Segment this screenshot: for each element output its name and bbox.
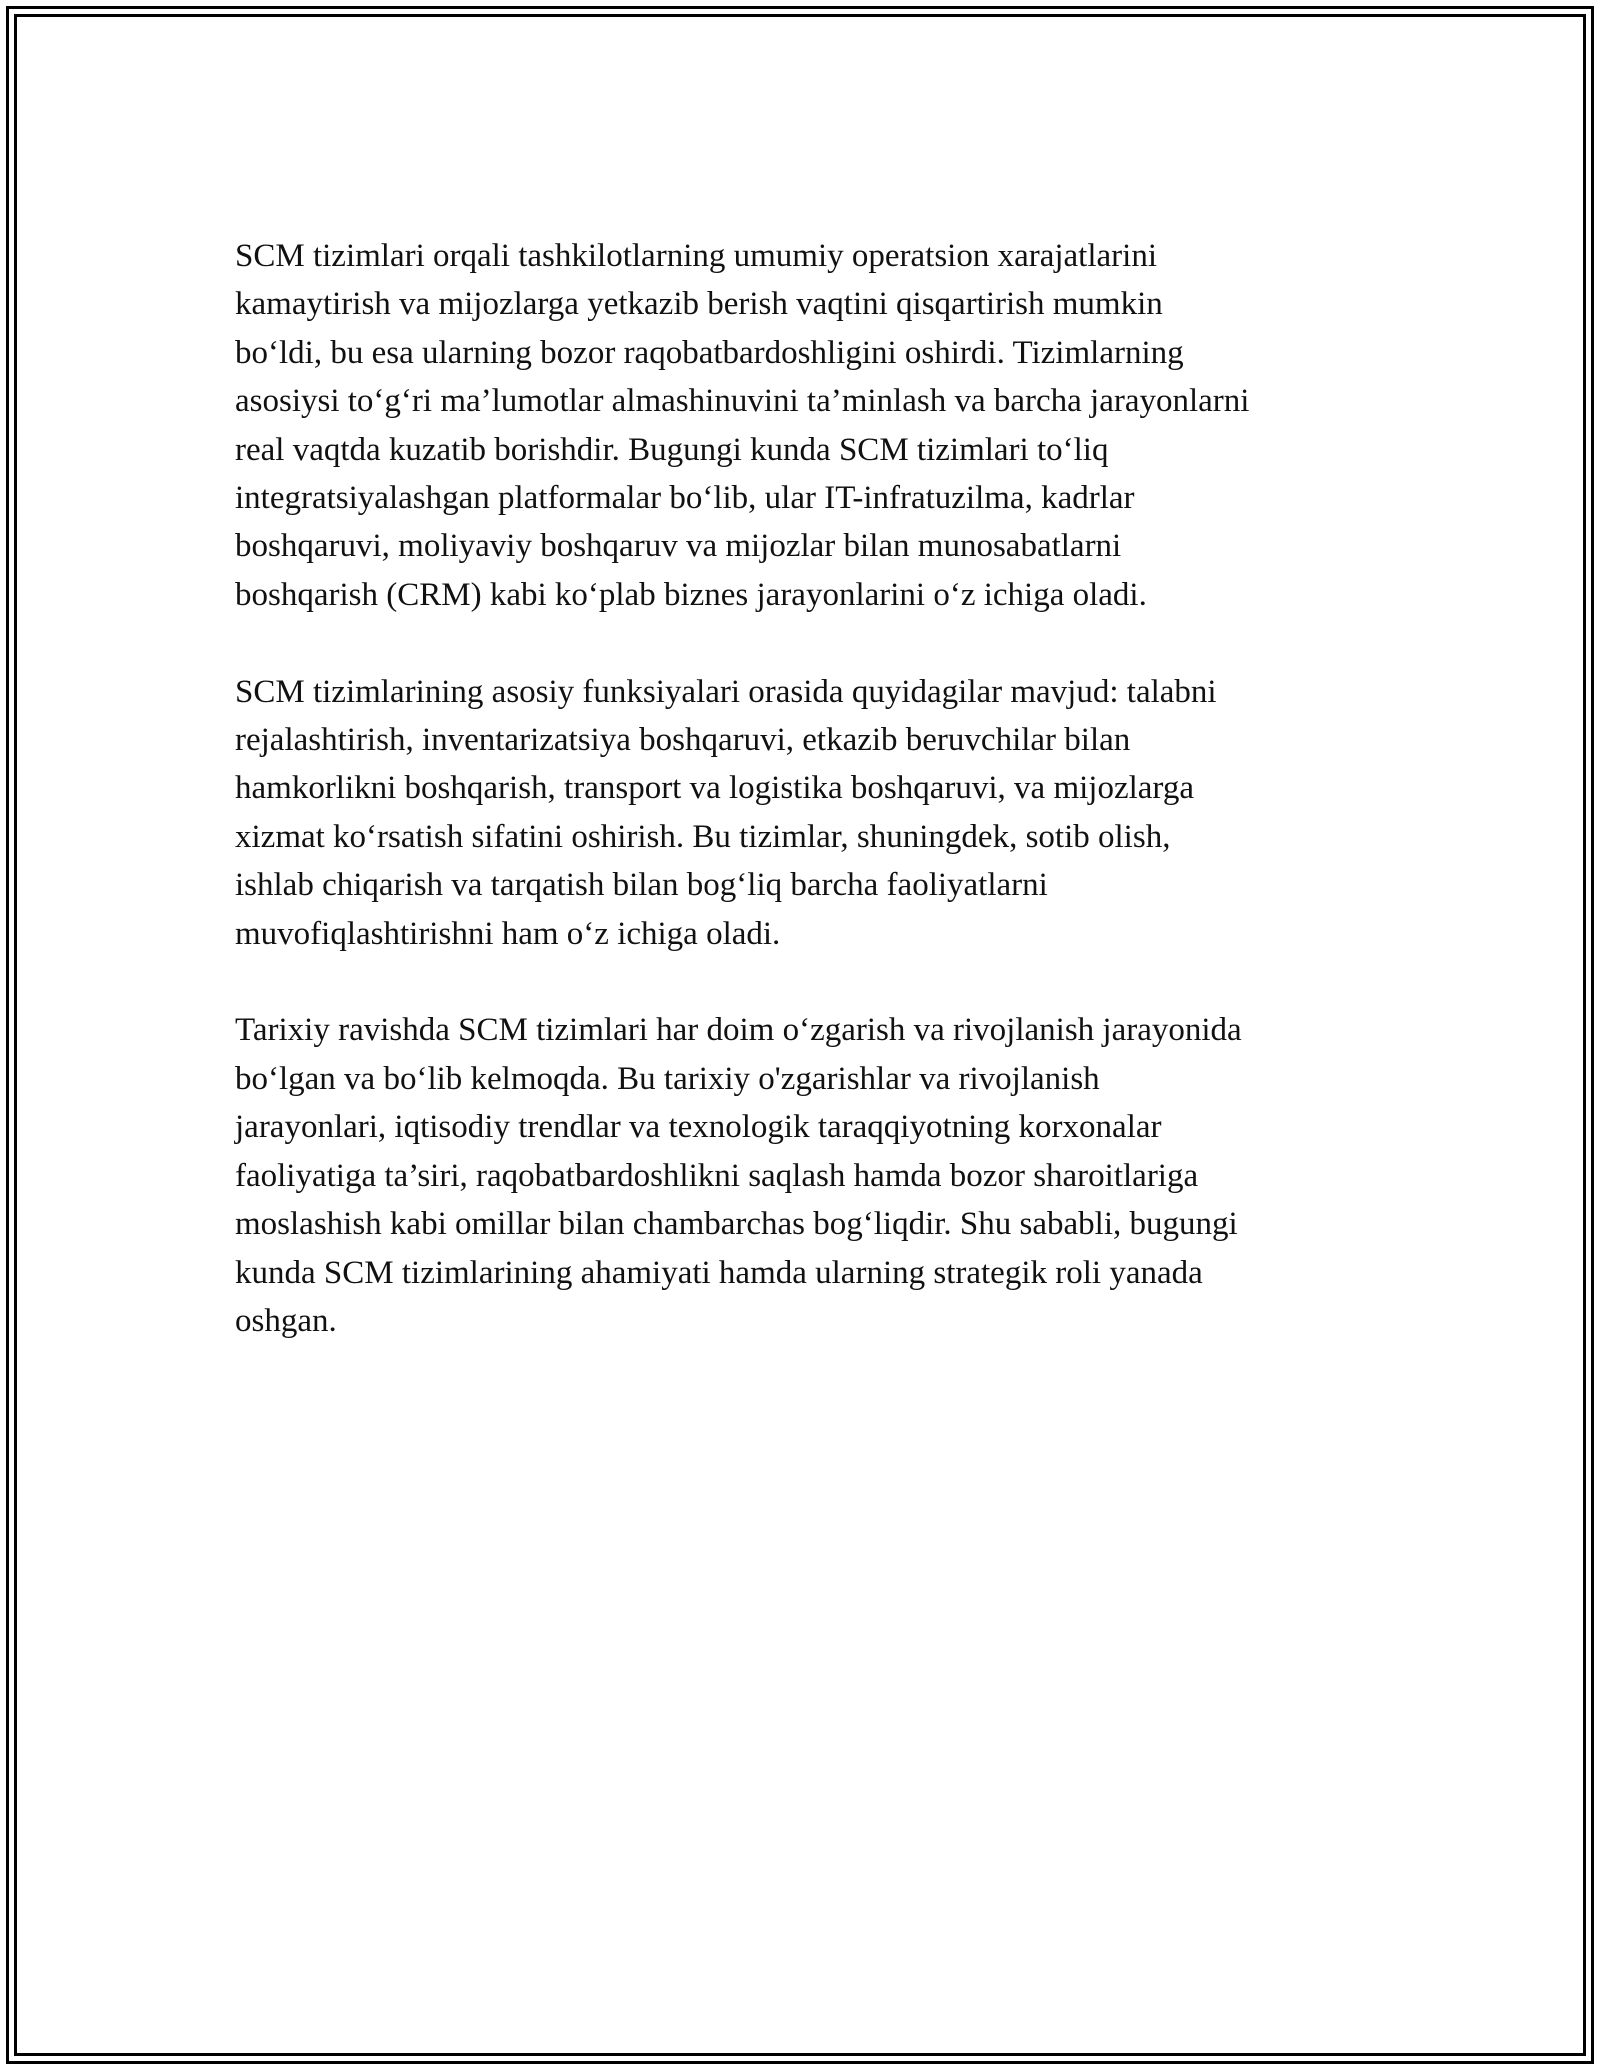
- paragraph-line: oshgan.: [235, 1302, 337, 1339]
- paragraph-line: Tarixiy ravishda SCM tizimlari har doim o‘zgarish va rivojlanish jarayonida: [235, 1012, 1242, 1049]
- paragraph-line: faoliyatiga ta’siri, raqobatbardoshlikni saqlash hamda bozor sharoitlariga: [235, 1157, 1199, 1194]
- paragraph-line: SCM tizimlari orqali tashkilotlarning umumiy operatsion xarajatlarini: [235, 238, 1157, 274]
- paragraph-line: boshqaruvi, moliyaviy boshqaruv va mijozlar bilan munosabatlarni: [235, 528, 1122, 565]
- paragraph-line: bo‘lgan va bo‘lib kelmoqda. Bu tarixiy o'zgarishlar va rivojlanish: [235, 1060, 1100, 1097]
- paragraph-line: moslashish kabi omillar bilan chambarchas bog‘liqdir. Shu sababli, bugungi: [235, 1206, 1238, 1243]
- paragraph-line: ishlab chiqarish va tarqatish bilan bog‘liq barcha faoliyatlarni: [235, 867, 1048, 904]
- paragraph-line: SCM tizimlarining asosiy funksiyalari orasida quyidagilar mavjud: talabni: [235, 673, 1217, 710]
- paragraph-line: real vaqtda kuzatib borishdir. Bugungi kunda SCM tizimlari to‘liq: [235, 431, 1109, 468]
- paragraph-line: kamaytirish va mijozlarga yetkazib berish vaqtini qisqartirish mumkin: [235, 286, 1163, 323]
- paragraph-line: rejalashtirish, inventarizatsiya boshqaruvi, etkazib beruvchilar bilan: [235, 722, 1131, 759]
- paragraph-1: [235, 232, 1375, 619]
- paragraph-line: muvofiqlashtirishni ham o‘z ichiga oladi.: [235, 915, 781, 952]
- paragraph-2: [235, 668, 1375, 958]
- paragraph-line: kunda SCM tizimlarining ahamiyati hamda ularning strategik roli yanada: [235, 1254, 1203, 1291]
- document-body: [235, 232, 1375, 1394]
- paragraph-line: hamkorlikni boshqarish, transport va logistika boshqaruvi, va mijozlarga: [235, 770, 1194, 807]
- paragraph-line: bo‘ldi, bu esa ularning bozor raqobatbardoshligini oshirdi. Tizimlarning: [235, 334, 1184, 371]
- paragraph-line: asosiysi to‘g‘ri ma’lumotlar almashinuvini ta’minlash va barcha jarayonlarni: [235, 383, 1250, 420]
- paragraph-line: integratsiyalashgan platformalar bo‘lib, ular IT-infratuzilma, kadrlar: [235, 480, 1135, 517]
- paragraph-3: [235, 1006, 1375, 1345]
- paragraph-line: jarayonlari, iqtisodiy trendlar va texnologik taraqqiyotning korxonalar: [235, 1109, 1162, 1146]
- paragraph-line: boshqarish (CRM) kabi ko‘plab biznes jarayonlarini o‘z ichiga oladi.: [235, 576, 1147, 613]
- paragraph-line: xizmat ko‘rsatish sifatini oshirish. Bu tizimlar, shuningdek, sotib olish,: [235, 818, 1171, 855]
